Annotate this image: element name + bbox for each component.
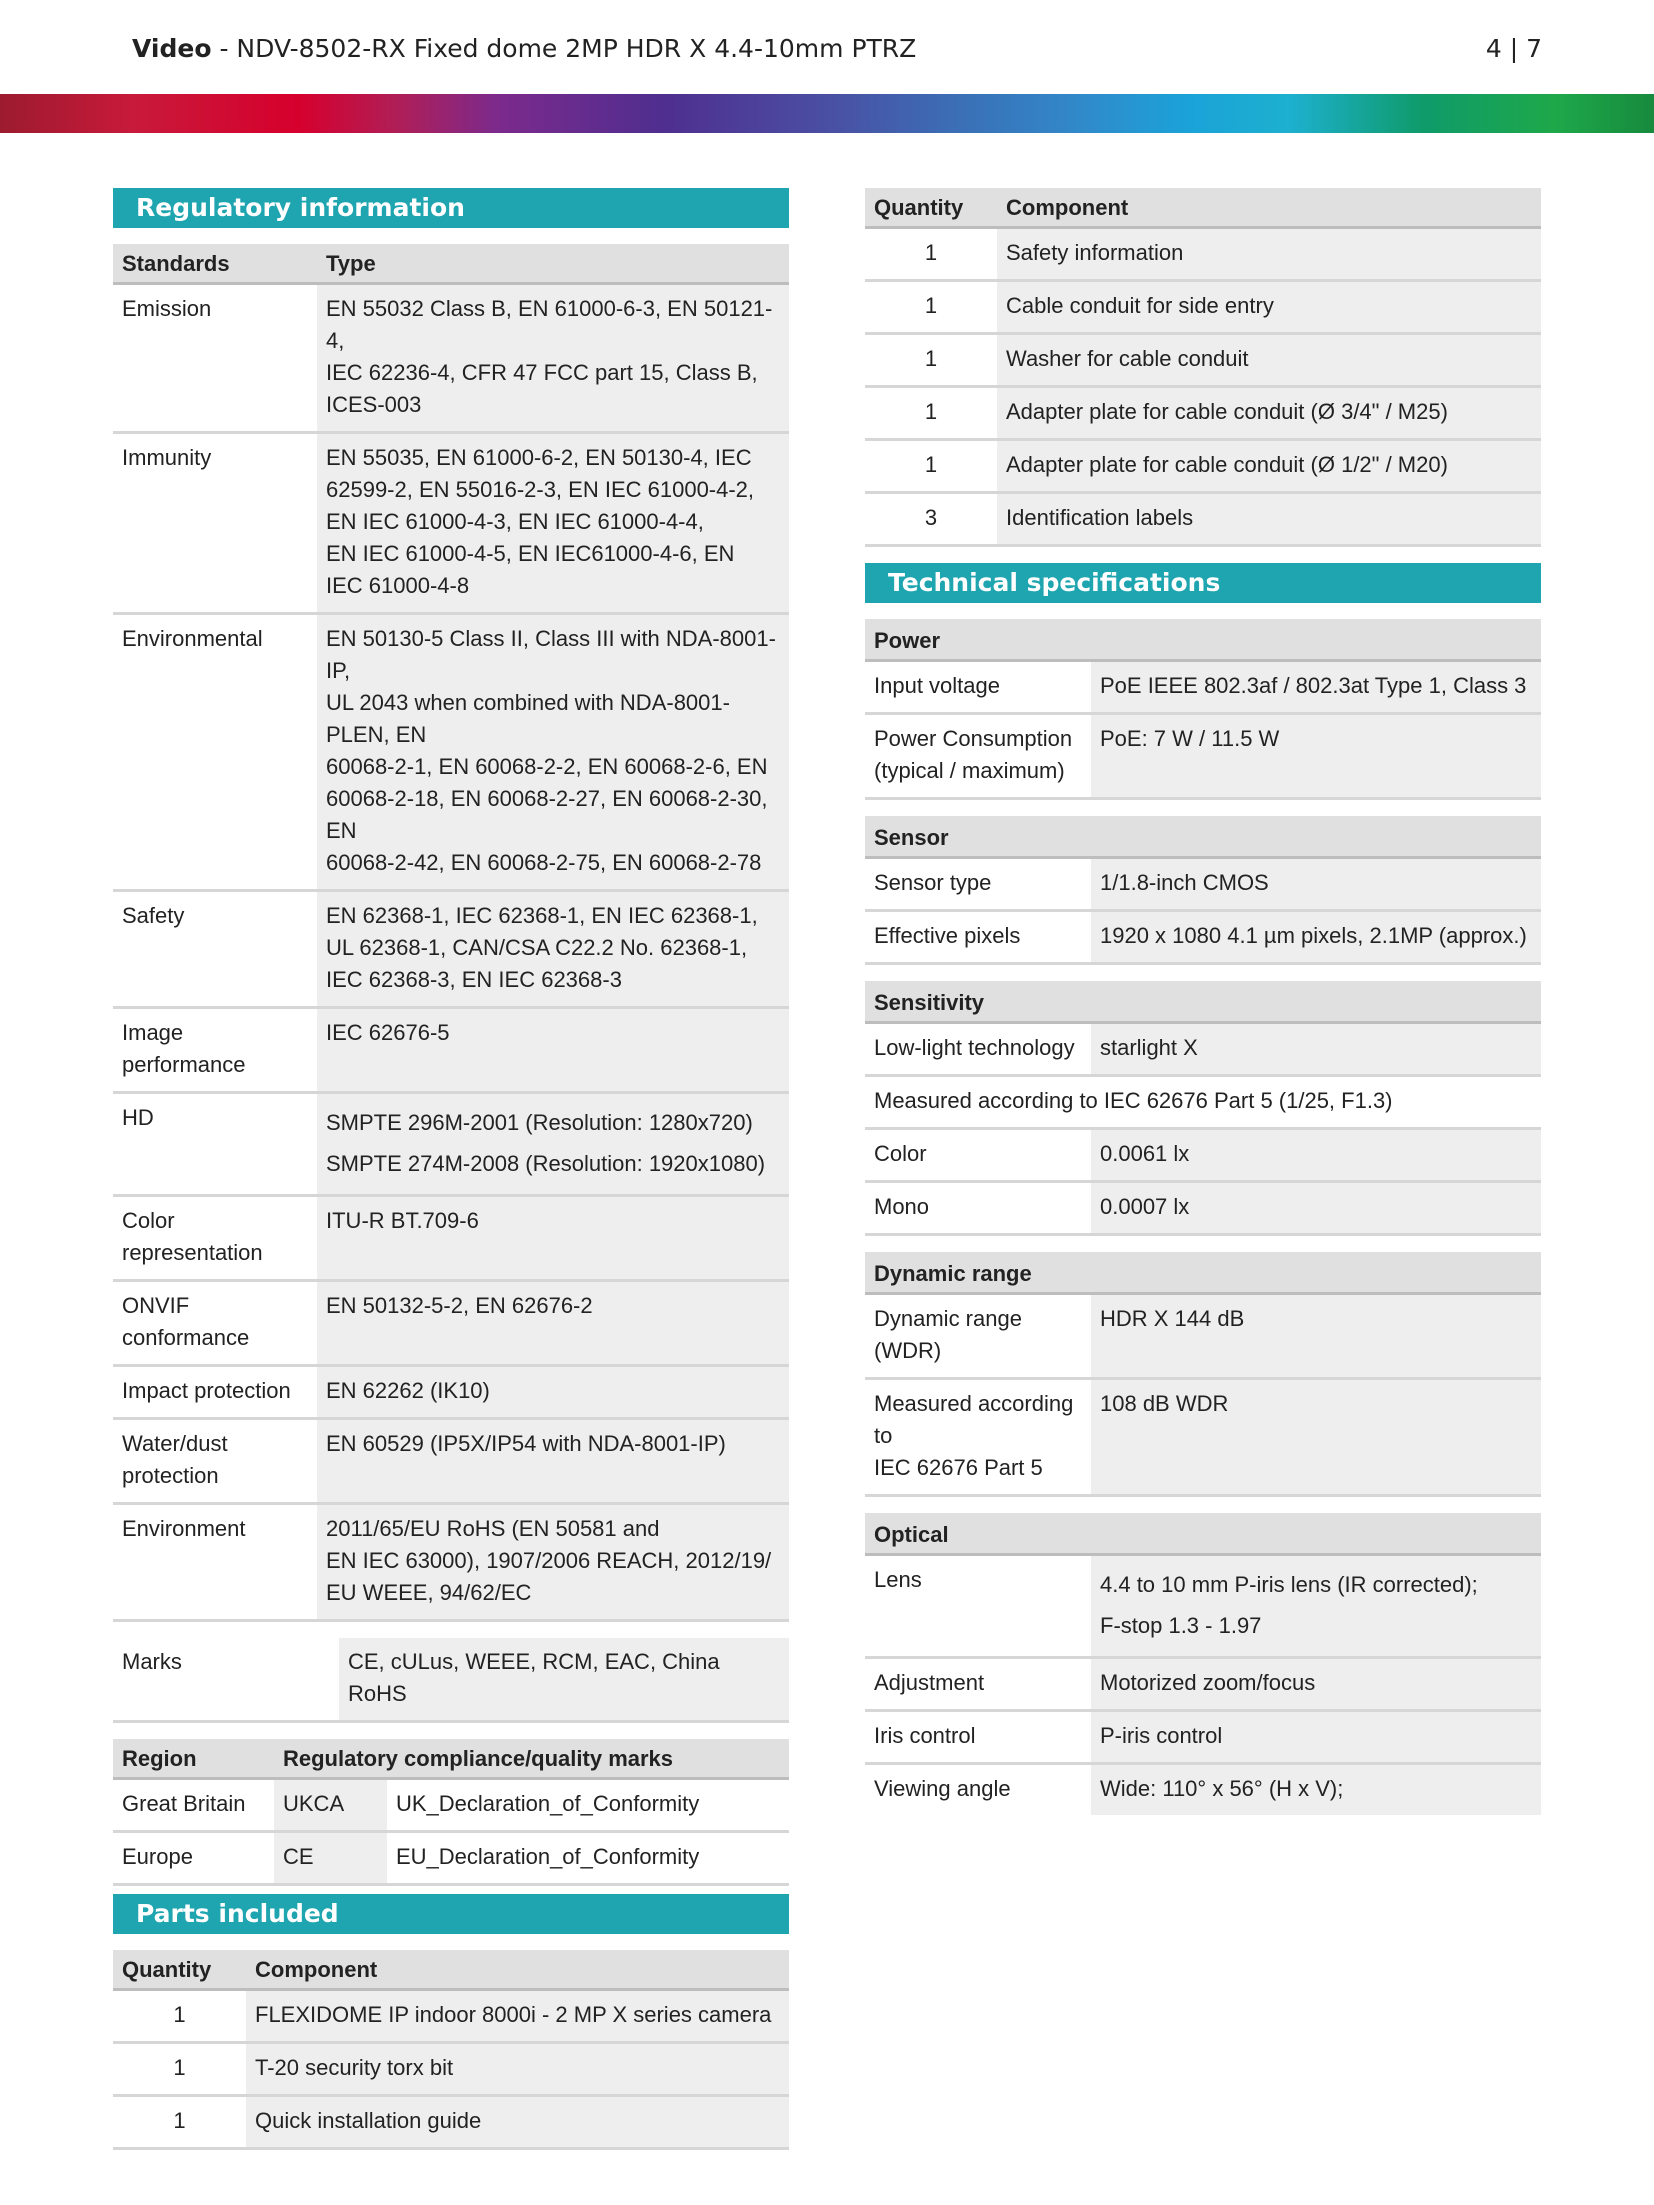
spec-row xyxy=(865,662,1541,715)
parts-row xyxy=(865,441,1541,494)
brand-color-bar xyxy=(0,94,1654,133)
spec-value: starlight X xyxy=(1091,1024,1541,1074)
regulatory-row xyxy=(113,615,789,892)
part-component: T-20 security torx bit xyxy=(246,2044,789,2094)
spec-row xyxy=(865,1765,1541,1815)
region-declaration: EU_Declaration_of_Conformity xyxy=(387,1833,789,1883)
spec-group-optical: Optical xyxy=(865,1513,1541,1556)
part-quantity: 1 xyxy=(865,335,997,385)
spec-value: Wide: 110° x 56° (H x V); xyxy=(1091,1765,1541,1815)
spec-row xyxy=(865,1130,1541,1183)
regulatory-row xyxy=(113,892,789,1009)
region-row xyxy=(113,1833,789,1886)
spec-group-dynamic-range: Dynamic range xyxy=(865,1252,1541,1295)
marks-row xyxy=(113,1638,789,1723)
spec-value: 0.0061 lx xyxy=(1091,1130,1541,1180)
spec-label: Iris control xyxy=(865,1712,1091,1762)
standard-value: EN 55035, EN 61000-6-2, EN 50130-4, IEC 62599-2, EN 55016-2-3, EN IEC 61000-4-2, EN IEC 61000-4-3, EN IEC 61000-4-4, EN IEC 61000-4-5, EN IEC61000-4-6, EN IEC 61000-4-8 xyxy=(317,434,789,612)
spec-value: 108 dB WDR xyxy=(1091,1380,1541,1494)
section-regulatory-title: Regulatory information xyxy=(113,188,789,228)
standard-label: HD xyxy=(113,1094,317,1194)
left-column xyxy=(113,188,789,2150)
standard-label: ONVIF conformance xyxy=(113,1282,317,1364)
spec-row xyxy=(865,1024,1541,1077)
parts-row xyxy=(113,2097,789,2150)
col-compliance-header: Regulatory compliance/quality marks xyxy=(283,1746,674,1771)
parts-row xyxy=(113,1991,789,2044)
regulatory-row xyxy=(113,1094,789,1197)
standard-value: SMPTE 296M-2001 (Resolution: 1280x720) SMPTE 274M-2008 (Resolution: 1920x1080) xyxy=(317,1094,789,1194)
spec-label: Mono xyxy=(865,1183,1091,1233)
regulatory-row xyxy=(113,434,789,615)
part-quantity: 1 xyxy=(865,441,997,491)
spec-value: Motorized zoom/focus xyxy=(1091,1659,1541,1709)
standard-value: EN 55032 Class B, EN 61000-6-3, EN 50121-4, IEC 62236-4, CFR 47 FCC part 15, Class B, ICES-003 xyxy=(317,285,789,431)
spec-label: Effective pixels xyxy=(865,912,1091,962)
standard-label: Water/dust protection xyxy=(113,1420,317,1502)
region-mark: UKCA xyxy=(274,1780,387,1830)
part-component: Adapter plate for cable conduit (Ø 3/4" / M25) xyxy=(997,388,1541,438)
spec-group-sensor: Sensor xyxy=(865,816,1541,859)
standard-label: Impact protection xyxy=(113,1367,317,1417)
regulatory-table-header xyxy=(113,244,789,285)
parts-table-header-continued xyxy=(865,188,1541,229)
standard-label: Immunity xyxy=(113,434,317,612)
parts-row xyxy=(865,388,1541,441)
spec-value: 1/1.8-inch CMOS xyxy=(1091,859,1541,909)
spec-label: Adjustment xyxy=(865,1659,1091,1709)
col-standards-header: Standards xyxy=(122,251,230,276)
part-component: Identification labels xyxy=(997,494,1541,544)
spec-label: Measured according to IEC 62676 Part 5 xyxy=(865,1380,1091,1494)
document-title xyxy=(132,34,916,63)
regulatory-row xyxy=(113,1009,789,1094)
part-quantity: 1 xyxy=(865,229,997,279)
spec-label: Sensor type xyxy=(865,859,1091,909)
spec-value: HDR X 144 dB xyxy=(1091,1295,1541,1377)
spec-row xyxy=(865,859,1541,912)
regulatory-row xyxy=(113,1367,789,1420)
part-component: Cable conduit for side entry xyxy=(997,282,1541,332)
parts-row xyxy=(113,2044,789,2097)
spec-label: Lens xyxy=(865,1556,1091,1656)
spec-row xyxy=(865,912,1541,965)
part-component: FLEXIDOME IP indoor 8000i - 2 MP X series camera xyxy=(246,1991,789,2041)
parts-row xyxy=(865,282,1541,335)
document-product-title: - NDV-8502-RX Fixed dome 2MP HDR X 4.4-10mm PTRZ xyxy=(211,34,917,63)
col-quantity-header: Quantity xyxy=(874,195,964,220)
spec-label: Low-light technology xyxy=(865,1024,1091,1074)
right-column xyxy=(865,188,1541,1815)
page-number: 4 | 7 xyxy=(1485,34,1542,63)
region-name: Great Britain xyxy=(113,1780,274,1830)
part-quantity: 1 xyxy=(113,1991,246,2041)
spec-row xyxy=(865,1556,1541,1659)
regulatory-row xyxy=(113,1282,789,1367)
col-component-header: Component xyxy=(255,1957,378,1982)
section-parts-title: Parts included xyxy=(113,1894,789,1934)
spec-row xyxy=(865,1380,1541,1497)
spec-label: Power Consumption (typical / maximum) xyxy=(865,715,1091,797)
standard-value: ITU-R BT.709-6 xyxy=(317,1197,789,1279)
parts-row xyxy=(865,229,1541,282)
standard-value: EN 62368-1, IEC 62368-1, EN IEC 62368-1, UL 62368-1, CAN/CSA C22.2 No. 62368-1, IEC 62368-3, EN IEC 62368-3 xyxy=(317,892,789,1006)
regulatory-row xyxy=(113,1197,789,1282)
part-component: Washer for cable conduit xyxy=(997,335,1541,385)
part-quantity: 1 xyxy=(865,282,997,332)
region-name: Europe xyxy=(113,1833,274,1883)
spec-group-power: Power xyxy=(865,619,1541,662)
page-header xyxy=(132,34,1542,74)
part-component: Adapter plate for cable conduit (Ø 1/2" / M20) xyxy=(997,441,1541,491)
standard-value: EN 50132-5-2, EN 62676-2 xyxy=(317,1282,789,1364)
part-component: Safety information xyxy=(997,229,1541,279)
spec-row xyxy=(865,1183,1541,1236)
part-component: Quick installation guide xyxy=(246,2097,789,2147)
regulatory-row xyxy=(113,1420,789,1505)
col-type-header: Type xyxy=(326,251,376,276)
region-row xyxy=(113,1780,789,1833)
spec-label: Color xyxy=(865,1130,1091,1180)
parts-row xyxy=(865,494,1541,547)
regulatory-row xyxy=(113,285,789,434)
parts-table-header xyxy=(113,1950,789,1991)
part-quantity: 1 xyxy=(865,388,997,438)
region-mark: CE xyxy=(274,1833,387,1883)
standard-value: EN 62262 (IK10) xyxy=(317,1367,789,1417)
marks-value: CE, cULus, WEEE, RCM, EAC, China RoHS xyxy=(339,1638,789,1720)
marks-label: Marks xyxy=(113,1638,339,1720)
section-tech-specs-title: Technical specifications xyxy=(865,563,1541,603)
spec-group-sensitivity: Sensitivity xyxy=(865,981,1541,1024)
measurement-note: Measured according to IEC 62676 Part 5 (1/25, F1.3) xyxy=(865,1077,1541,1130)
part-quantity: 1 xyxy=(113,2044,246,2094)
standard-value: 2011/65/EU RoHS (EN 50581 and EN IEC 63000), 1907/2006 REACH, 2012/19/ EU WEEE, 94/62/EC xyxy=(317,1505,789,1619)
document-category: Video xyxy=(132,34,212,63)
col-quantity-header: Quantity xyxy=(122,1957,212,1982)
standard-label: Safety xyxy=(113,892,317,1006)
standard-value: IEC 62676-5 xyxy=(317,1009,789,1091)
standard-label: Environment xyxy=(113,1505,317,1619)
col-component-header: Component xyxy=(1006,195,1129,220)
spec-value: PoE IEEE 802.3af / 802.3at Type 1, Class 3 xyxy=(1091,662,1541,712)
region-table-header xyxy=(113,1739,789,1780)
spec-row xyxy=(865,1659,1541,1712)
spec-row xyxy=(865,1295,1541,1380)
part-quantity: 3 xyxy=(865,494,997,544)
region-declaration: UK_Declaration_of_Conformity xyxy=(387,1780,789,1830)
spec-label: Dynamic range (WDR) xyxy=(865,1295,1091,1377)
col-region-header: Region xyxy=(122,1746,197,1771)
spec-label: Viewing angle xyxy=(865,1765,1091,1815)
standard-label: Emission xyxy=(113,285,317,431)
standard-value: EN 60529 (IP5X/IP54 with NDA-8001-IP) xyxy=(317,1420,789,1502)
standard-label: Color representation xyxy=(113,1197,317,1279)
spec-value: 4.4 to 10 mm P-iris lens (IR corrected); F-stop 1.3 - 1.97 xyxy=(1091,1556,1541,1656)
regulatory-row xyxy=(113,1505,789,1622)
part-quantity: 1 xyxy=(113,2097,246,2147)
spec-value: 1920 x 1080 4.1 µm pixels, 2.1MP (approx.) xyxy=(1091,912,1541,962)
spec-value: 0.0007 lx xyxy=(1091,1183,1541,1233)
spec-value: P-iris control xyxy=(1091,1712,1541,1762)
spec-value: PoE: 7 W / 11.5 W xyxy=(1091,715,1541,797)
parts-row xyxy=(865,335,1541,388)
spec-row xyxy=(865,1712,1541,1765)
spec-label: Input voltage xyxy=(865,662,1091,712)
standard-value: EN 50130-5 Class II, Class III with NDA-8001-IP, UL 2043 when combined with NDA-8001-PLEN, EN 60068-2-1, EN 60068-2-2, EN 60068-2-6, EN 60068-2-18, EN 60068-2-27, EN 60068-2-30, EN 60068-2-42, EN 60068-2-75, EN 60068-2-78 xyxy=(317,615,789,889)
standard-label: Image performance xyxy=(113,1009,317,1091)
spec-row xyxy=(865,715,1541,800)
standard-label: Environmental xyxy=(113,615,317,889)
